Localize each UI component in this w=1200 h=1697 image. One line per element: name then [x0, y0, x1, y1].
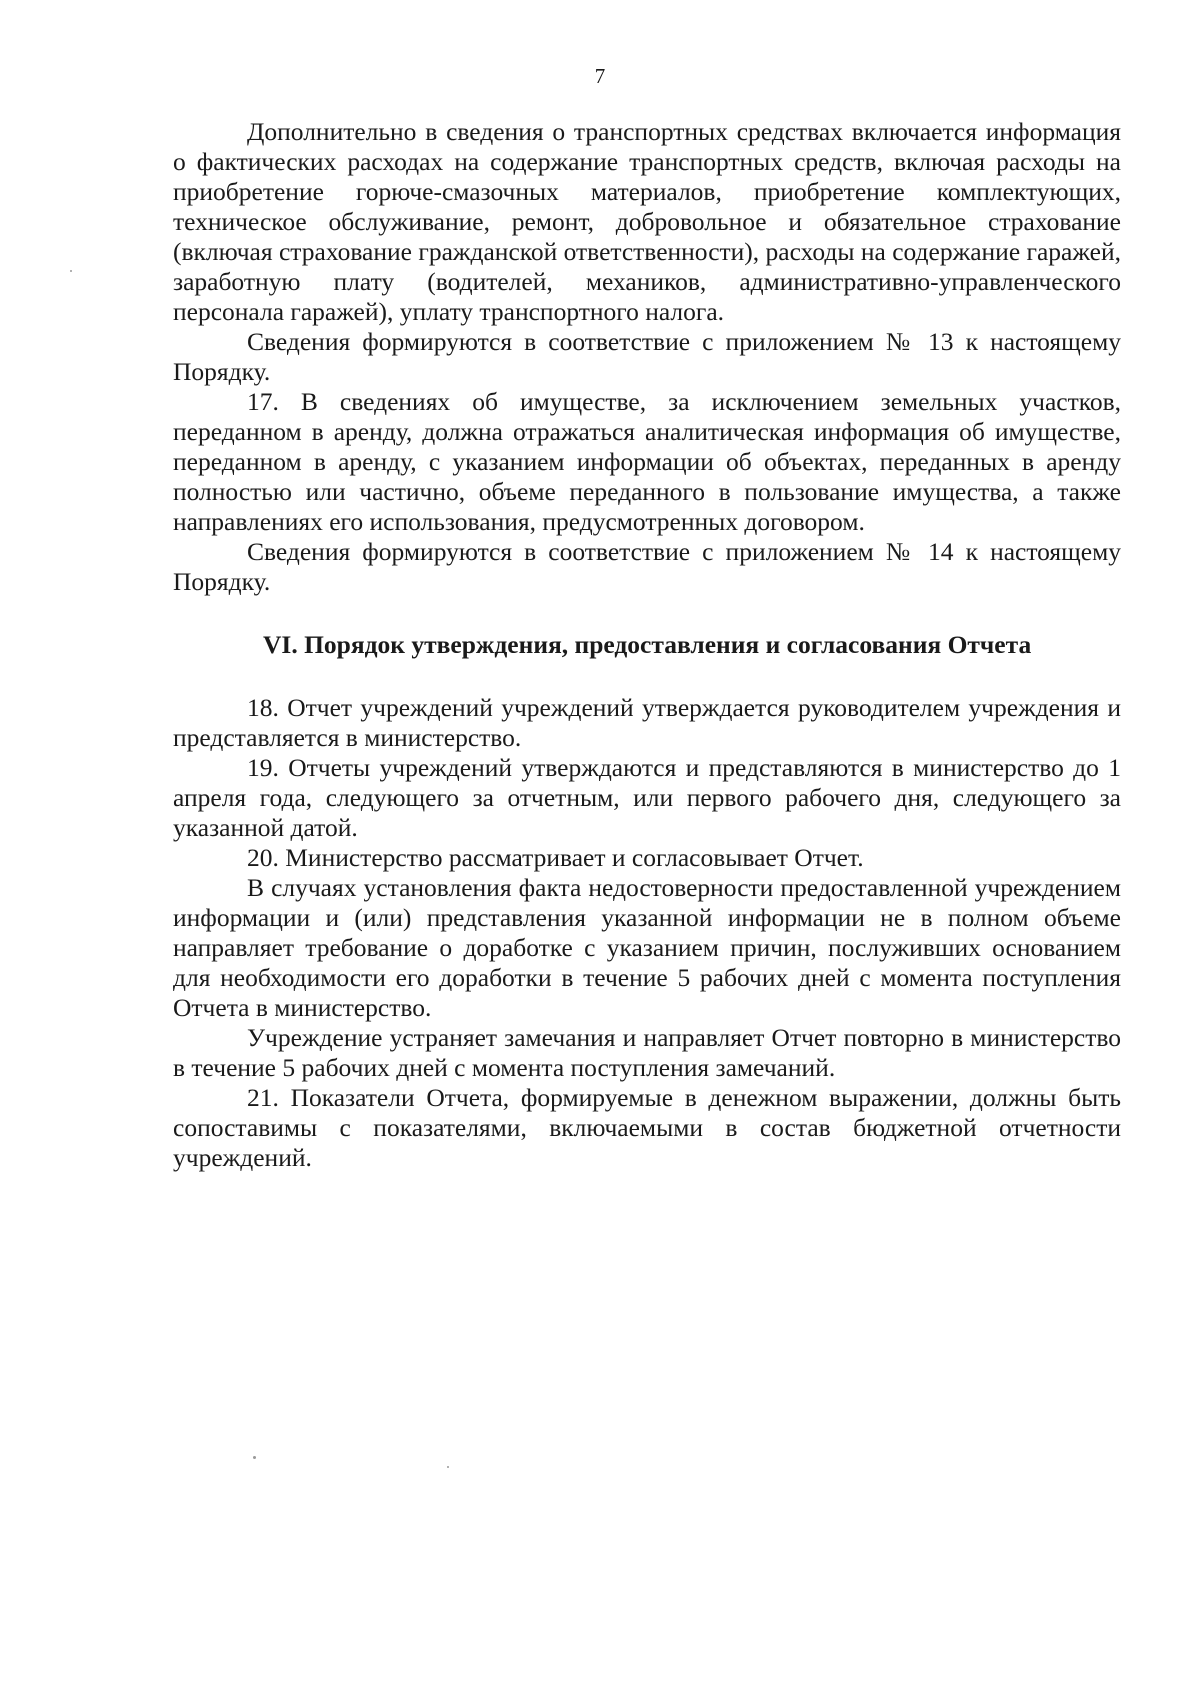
paragraph-18: 18. Отчет учреждений учреждений утверждается руководителем учреждения и представляется в министерство.: [173, 693, 1121, 752]
document-body: [173, 117, 1121, 1173]
scan-speck: [70, 270, 72, 272]
scan-speck: [447, 1466, 449, 1468]
paragraph-21: 21. Показатели Отчета, формируемые в денежном выражении, должны быть сопоставимы с показателями, включаемыми в состав бюджетной отчетности учреждений.: [173, 1083, 1121, 1172]
paragraph-appendix-14: Сведения формируются в соответствие с приложением № 14 к настоящему Порядку.: [173, 537, 1121, 596]
paragraph-vehicle-expenses: Дополнительно в сведения о транспортных средствах включается информация о фактических расходах на содержание транспортных средств, включая расходы на приобретение горюче-смазочных материалов, приобретение комплектующих, техническое обслуживание, ремонт, добровольное и обязательное страхование (включая страхование гражданской ответственности), расходы на содержание гаражей, заработную плату (водителей, механиков, административно-управленческого персонала гаражей), уплату транспортного налога.: [173, 117, 1121, 326]
page-number: 7: [594, 64, 606, 88]
paragraph-appendix-13: Сведения формируются в соответствие с приложением № 13 к настоящему Порядку.: [173, 327, 1121, 386]
paragraph-17-leased-property: 17. В сведениях об имуществе, за исключением земельных участков, переданном в аренду, должна отражаться аналитическая информация об имуществе, переданном в аренду, с указанием информации об объектах, переданных в аренду полностью или частично, объеме переданного в пользование имущества, а также направлениях его использования, предусмотренных договором.: [173, 387, 1121, 536]
paragraph-resubmission: Учреждение устраняет замечания и направляет Отчет повторно в министерство в течение 5 рабочих дней с момента поступления замечаний.: [173, 1023, 1121, 1082]
paragraph-inaccuracy-cases: В случаях установления факта недостоверности предоставленной учреждением информации и (или) представления указанной информации не в полном объеме направляет требование о доработке с указанием причин, послуживших основанием для необходимости его доработки в течение 5 рабочих дней с момента поступления Отчета в министерство.: [173, 873, 1121, 1022]
section-heading: VI. Порядок утверждения, предоставления и согласования Отчета: [263, 630, 1032, 659]
paragraph-20: 20. Министерство рассматривает и согласовывает Отчет.: [247, 843, 864, 872]
scan-speck: [253, 1456, 256, 1459]
paragraph-19: 19. Отчеты учреждений утверждаются и представляются в министерство до 1 апреля года, следующего за отчетным, или первого рабочего дня, следующего за указанной датой.: [173, 753, 1121, 842]
